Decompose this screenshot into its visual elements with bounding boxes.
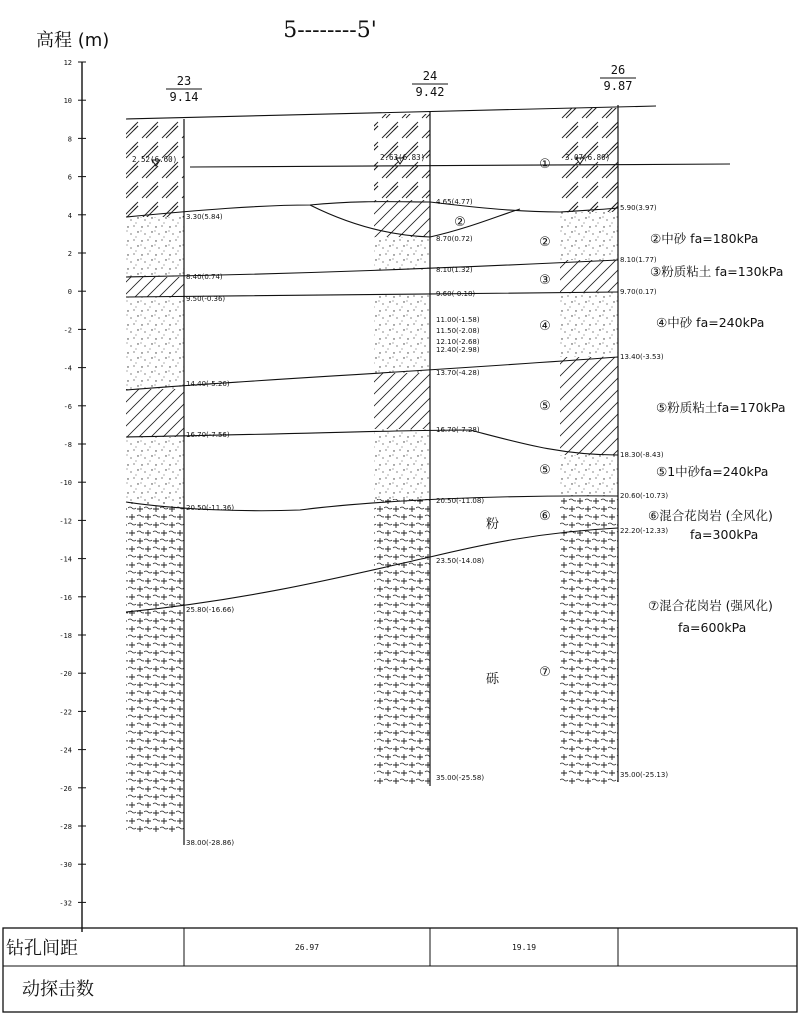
elevation-tick-label: -16 <box>59 593 72 602</box>
borehole-elevation: 9.42 <box>415 85 445 99</box>
legend-item: fa=600kPa <box>678 620 747 635</box>
depth-label: 18.30(-8.43) <box>620 451 664 459</box>
elevation-tick-label: -22 <box>59 708 72 717</box>
layer-marker: ③ <box>539 273 551 288</box>
elevation-tick-label: -4 <box>63 364 72 373</box>
depth-label: 12.40(-2.98) <box>436 346 480 354</box>
stratum-legend <box>648 231 785 635</box>
depth-label: 3.30(5.84) <box>186 213 223 221</box>
elevation-tick-label: -6 <box>63 402 72 411</box>
layer-marker: ⑤ <box>539 463 551 478</box>
depth-label: 22.20(-12.33) <box>620 527 669 535</box>
elevation-tick-label: -18 <box>59 632 72 640</box>
borehole-id: 23 <box>176 74 192 88</box>
legend-item: ⑥混合花岗岩 (全风化) <box>648 508 773 523</box>
footer-row-label: 动探击数 <box>22 979 94 1000</box>
depth-label: 8.40(0.74) <box>186 273 223 281</box>
depth-label: 16.70(-7.28) <box>436 426 480 434</box>
elevation-tick-label: 4 <box>67 211 72 220</box>
layer-marker: ⑤ <box>539 399 551 414</box>
layer-marker: ⑥ <box>539 509 551 524</box>
elevation-tick-label: -10 <box>59 479 72 488</box>
borehole-elevation: 9.87 <box>603 79 633 93</box>
depth-label: 38.00(-28.86) <box>186 839 235 847</box>
depth-label: 11.50(-2.08) <box>436 327 480 335</box>
depth-label: 11.00(-1.58) <box>436 316 480 324</box>
elevation-tick-label: -26 <box>59 784 72 793</box>
layer-marker: ⑦ <box>539 665 551 680</box>
legend-item: ⑤粉质粘土fa=170kPa <box>656 400 786 415</box>
borehole-headers <box>166 63 636 104</box>
borehole-spacing: 19.19 <box>511 943 537 952</box>
depth-label: 9.60(-0.18) <box>436 290 476 298</box>
depth-label: 8.10(1.32) <box>436 266 473 274</box>
borehole-24-column <box>374 111 430 786</box>
water-level-label: 3.07(6.80) <box>565 153 611 162</box>
depth-label: 23.50(-14.08) <box>436 557 485 565</box>
depth-label: 12.10(-2.68) <box>436 338 480 346</box>
section-title: 5--------5' <box>283 18 377 43</box>
elevation-tick-label: 0 <box>67 288 72 297</box>
y-axis-title: 高程 (m) <box>36 30 110 51</box>
elevation-tick-label: -32 <box>59 899 72 908</box>
elevation-tick-label: -28 <box>59 823 72 831</box>
elevation-tick-label: -8 <box>63 441 72 449</box>
depth-label: 14.40(-5.26) <box>186 380 230 388</box>
elevation-tick-label: 6 <box>67 173 72 182</box>
layer-marker: ④ <box>539 319 551 334</box>
elevation-tick-label: -14 <box>59 555 72 564</box>
elevation-tick-label: 10 <box>63 97 72 106</box>
layer-marker: ② <box>454 215 466 230</box>
elevation-tick-label: -24 <box>59 746 72 755</box>
depth-label: 9.70(0.17) <box>620 288 657 296</box>
depth-label: 20.60(-10.73) <box>620 492 669 500</box>
elevation-tick-label: -20 <box>59 670 72 679</box>
soil-note: 粉 <box>486 517 500 532</box>
soil-note: 砾 <box>486 672 500 687</box>
borehole-id: 24 <box>422 69 438 83</box>
depth-label: 8.70(0.72) <box>436 235 473 243</box>
depth-label: 9.50(-0.36) <box>186 295 226 303</box>
borehole-elevation: 9.14 <box>169 90 199 104</box>
borehole-spacing: 26.97 <box>294 943 320 952</box>
water-level-label: 2.52(6.60) <box>132 155 178 164</box>
legend-item: fa=300kPa <box>690 527 759 542</box>
elevation-tick-label: 8 <box>67 135 72 144</box>
depth-label: 13.40(-3.53) <box>620 353 664 361</box>
legend-item: ②中砂 fa=180kPa <box>650 231 759 246</box>
depth-label: 25.80(-16.66) <box>186 606 235 614</box>
layer-marker: ① <box>539 157 551 172</box>
borehole-23-column <box>126 119 184 845</box>
footer-table <box>3 928 797 1012</box>
elevation-tick-label: 2 <box>67 250 72 258</box>
legend-item: ④中砂 fa=240kPa <box>656 315 765 330</box>
elevation-tick-label: -2 <box>63 326 72 335</box>
elevation-tick-label: -30 <box>59 861 72 870</box>
elevation-tick-label: 12 <box>63 59 72 67</box>
depth-label: 4.65(4.77) <box>436 198 473 206</box>
layer-marker: ② <box>539 235 551 250</box>
depth-label: 16.70(-7.56) <box>186 431 230 439</box>
legend-item: ⑦混合花岗岩 (强风化) <box>648 598 773 613</box>
borehole-26-column <box>560 105 618 785</box>
borehole-id: 26 <box>610 63 626 77</box>
depth-label: 35.00(-25.13) <box>620 771 669 779</box>
footer-row-label: 钻孔间距 <box>6 938 78 959</box>
legend-item: ⑤1中砂fa=240kPa <box>656 464 769 479</box>
legend-item: ③粉质粘土 fa=130kPa <box>650 264 784 279</box>
depth-label: 20.50(-11.36) <box>186 504 235 512</box>
water-level-label: 2.63(6.83) <box>380 153 426 162</box>
depth-label: 5.90(3.97) <box>620 204 657 212</box>
depth-label: 20.50(-11.08) <box>436 497 485 505</box>
depth-label: 8.10(1.77) <box>620 256 657 264</box>
elevation-tick-label: -12 <box>59 517 72 526</box>
depth-label: 35.00(-25.58) <box>436 774 485 782</box>
depth-label: 13.70(-4.28) <box>436 369 480 377</box>
